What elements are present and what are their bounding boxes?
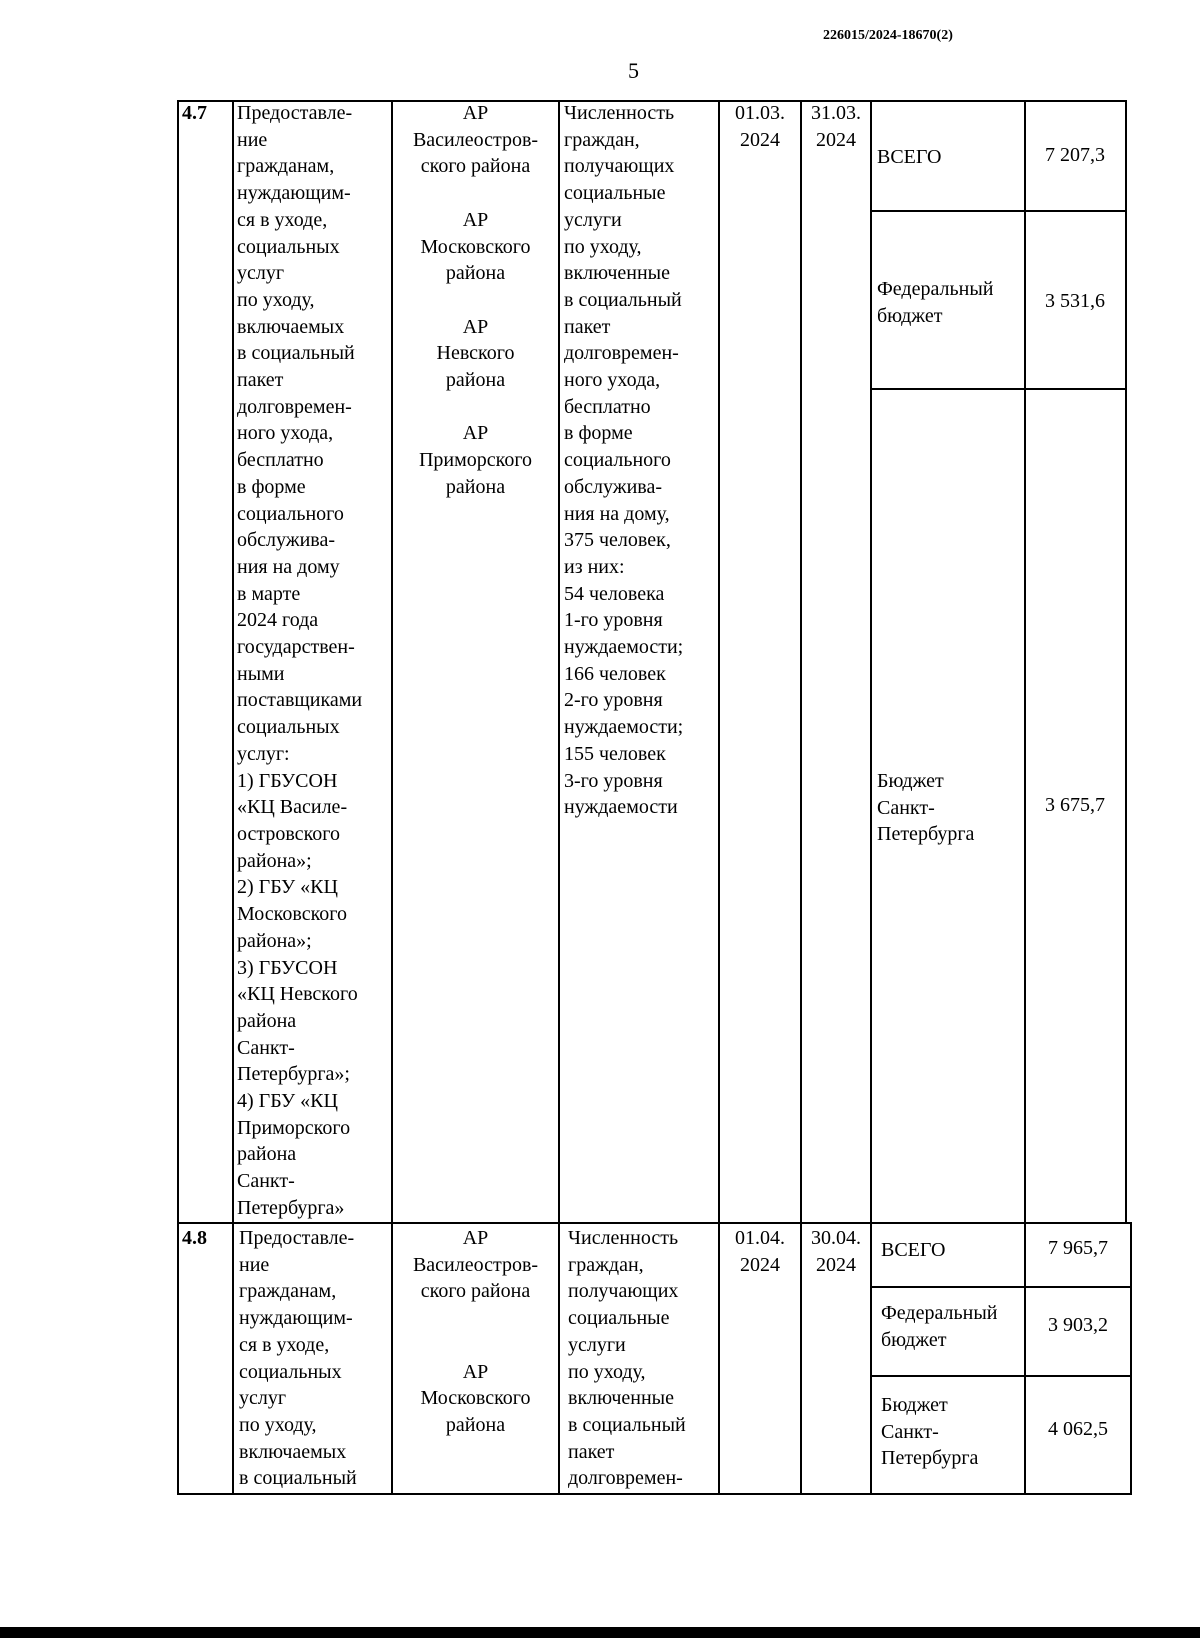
funding-source: ВСЕГО — [881, 1239, 946, 1261]
funding-separator — [870, 210, 1127, 212]
scan-edge-bar — [0, 1627, 1200, 1638]
document-number: 226015/2024-18670(2) — [823, 28, 953, 43]
funding-amount: 4 062,5 — [1048, 1418, 1108, 1440]
table-border-bottom — [177, 1493, 1132, 1495]
funding-source: Бюджет Санкт- Петербурга — [877, 770, 975, 846]
column-divider — [232, 100, 234, 1495]
funding-source: Федеральный бюджет — [881, 1302, 998, 1351]
row-indicator: Численность граждан, получающих социальные услуги по уходу, включенные в социальный пакет долговремен- — [568, 1227, 686, 1490]
row-indicator: Численность граждан, получающих социальные услуги по уходу, включенные в социальный пакет долговремен- ного ухода, бесплатно в форме социального обслужива- ния на дому, 375 человек, из них: 54 человека 1-го уровня нуждаемости; 166 человек 2-го уровня нуждаемости; 155 человек 3-го уровня нуждаемости — [564, 102, 684, 819]
table-border-right — [1125, 100, 1127, 1222]
row-start-date: 01.03. 2024 — [735, 102, 785, 151]
page-number: 5 — [628, 58, 639, 83]
column-divider — [800, 100, 802, 1495]
funding-separator — [870, 1286, 1132, 1288]
column-divider — [177, 100, 179, 1495]
row-separator — [177, 1222, 1132, 1224]
funding-separator — [870, 1375, 1132, 1377]
funding-source: Федеральный бюджет — [877, 278, 994, 327]
funding-amount: 7 207,3 — [1045, 144, 1105, 166]
row-description: Предоставле- ние гражданам, нуждающим- ся в уходе, социальных услуг по уходу, включаемых в социальный — [239, 1227, 357, 1490]
row-executors: АР Василеостров- ского района АР Московского района АР Невского района АР Приморского района — [412, 102, 539, 498]
row-start-date: 01.04. 2024 — [735, 1227, 785, 1276]
row-executors: АР Василеостров- ского района АР Московского района — [412, 1227, 539, 1436]
funding-amount: 3 531,6 — [1045, 290, 1105, 312]
funding-source: ВСЕГО — [877, 146, 942, 168]
row-end-date: 31.03. 2024 — [811, 102, 861, 151]
row-description: Предоставле- ние гражданам, нуждающим- ся в уходе, социальных услуг по уходу, включаемых в социальный пакет долговремен- ного ухода, бесплатно в форме социального обслужива- ния на дому в марте 2024 года государствен- ными поставщиками социальных услуг: 1) ГБУСОН «КЦ Василе- островского района»; 2) ГБУ «КЦ Московского района»; 3) ГБУСОН «КЦ Невского района Санкт- Петербурга»; 4) ГБУ «КЦ Приморского района Санкт- Петербурга» — [237, 102, 363, 1219]
funding-separator — [870, 388, 1127, 390]
funding-source: Бюджет Санкт- Петербурга — [881, 1394, 979, 1470]
table-border-right — [1130, 1222, 1132, 1495]
column-divider — [558, 100, 560, 1495]
row-end-date: 30.04. 2024 — [811, 1227, 861, 1276]
funding-amount: 3 903,2 — [1048, 1314, 1108, 1336]
funding-amount: 3 675,7 — [1045, 794, 1105, 816]
funding-amount: 7 965,7 — [1048, 1237, 1108, 1259]
row-number: 4.8 — [182, 1227, 207, 1249]
row-number: 4.7 — [182, 102, 207, 124]
